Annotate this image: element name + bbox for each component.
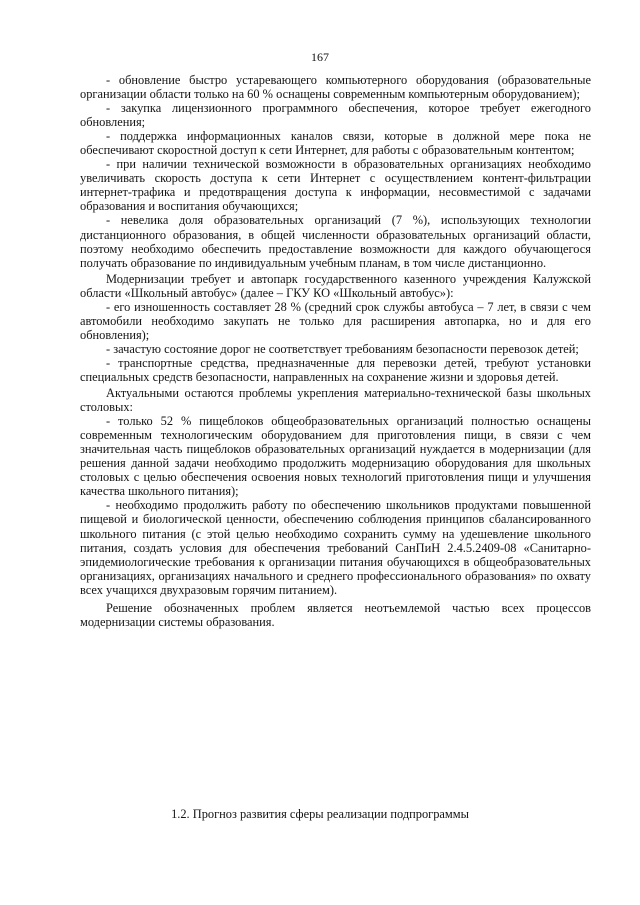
body-text	[80, 73, 591, 629]
paragraph-bullet-internet-speed: - при наличии технической возможности в образовательных организациях необходимо увеличивать скорость доступа к сети Интернет с осуществлением контент-фильтрации интернет-трафика и предотвращения доступа к информации, несовместимой с задачами образования и воспитания обучающихся;	[80, 157, 591, 214]
paragraph-bullet-software-licenses: - закупка лицензионного программного обеспечения, которое требует ежегодного обновления;	[80, 101, 591, 130]
paragraph-bullet-distance-learning: - невелика доля образовательных организаций (7 %), использующих технологии дистанционного образования, в общей численности образовательных организаций области, поэтому необходимо обеспечить предоставление возможности для каждого обучающегося получать образование по индивидуальным учебным планам, в том числе дистанционно.	[80, 213, 591, 270]
section-heading: 1.2. Прогноз развития сферы реализации подпрограммы	[171, 807, 469, 821]
paragraph-school-bus-intro: Модернизации требует и автопарк государственного казенного учреждения Калужской области «Школьный автобус» (далее – ГКУ КО «Школьный автобус»):	[80, 271, 591, 300]
paragraph-bullet-equipment-update: - обновление быстро устаревающего компьютерного оборудования (образовательные организации области только на 60 % оснащены современным компьютерным оборудованием);	[80, 73, 591, 102]
paragraph-bullet-canteen-equipment: - только 52 % пищеблоков общеобразовательных организаций полностью оснащены современным технологическим оборудованием для приготовления пищи, в связи с чем значительная часть пищеблоков образовательных организаций нуждается в модернизации (для решения данной задачи необходимо продолжить модернизацию оборудования для школьных столовых с целью обеспечения освоения новых технологий приготовления пищи и улучшения качества школьного питания);	[80, 414, 591, 499]
paragraph-bullet-school-nutrition: - необходимо продолжить работу по обеспечению школьников продуктами повышенной пищевой и биологической ценности, обеспечению соблюдения принципов сбалансированного школьного питания (с этой целью необходимо сохранить сумму на удешевление школьного питания, создать условия для обеспечения требований СанПиН 2.4.5.2409-08 «Санитарно-эпидемиологические требования к организации питания обучающихся в общеобразовательных организациях, организациях начального и среднего профессионального образования» по охвату всех учащихся двухразовым горячим питанием).	[80, 498, 591, 597]
paragraph-bullet-bus-wear: - его изношенность составляет 28 % (средний срок службы автобуса – 7 лет, в связи с чем автомобили необходимо закупать не только для расширения автопарка, но и для его обновления);	[80, 299, 591, 342]
paragraph-canteens-intro: Актуальными остаются проблемы укрепления материально-технической базы школьных столовых:	[80, 386, 591, 415]
paragraph-bullet-communication-channels: - поддержка информационных каналов связи, которые в должной мере пока не обеспечивают скоростной доступ к сети Интернет, для работы с образовательным контентом;	[80, 129, 591, 158]
paragraph-conclusion: Решение обозначенных проблем является неотъемлемой частью всех процессов модернизации системы образования.	[80, 600, 591, 629]
paragraph-bullet-safety-equipment: - транспортные средства, предназначенные для перевозки детей, требуют установки специальных средств безопасности, направленных на сохранение жизни и здоровья детей.	[80, 355, 591, 384]
paragraph-bullet-road-condition: - зачастую состояние дорог не соответствует требованиям безопасности перевозок детей;	[106, 341, 579, 356]
page-number: 167	[311, 50, 329, 64]
